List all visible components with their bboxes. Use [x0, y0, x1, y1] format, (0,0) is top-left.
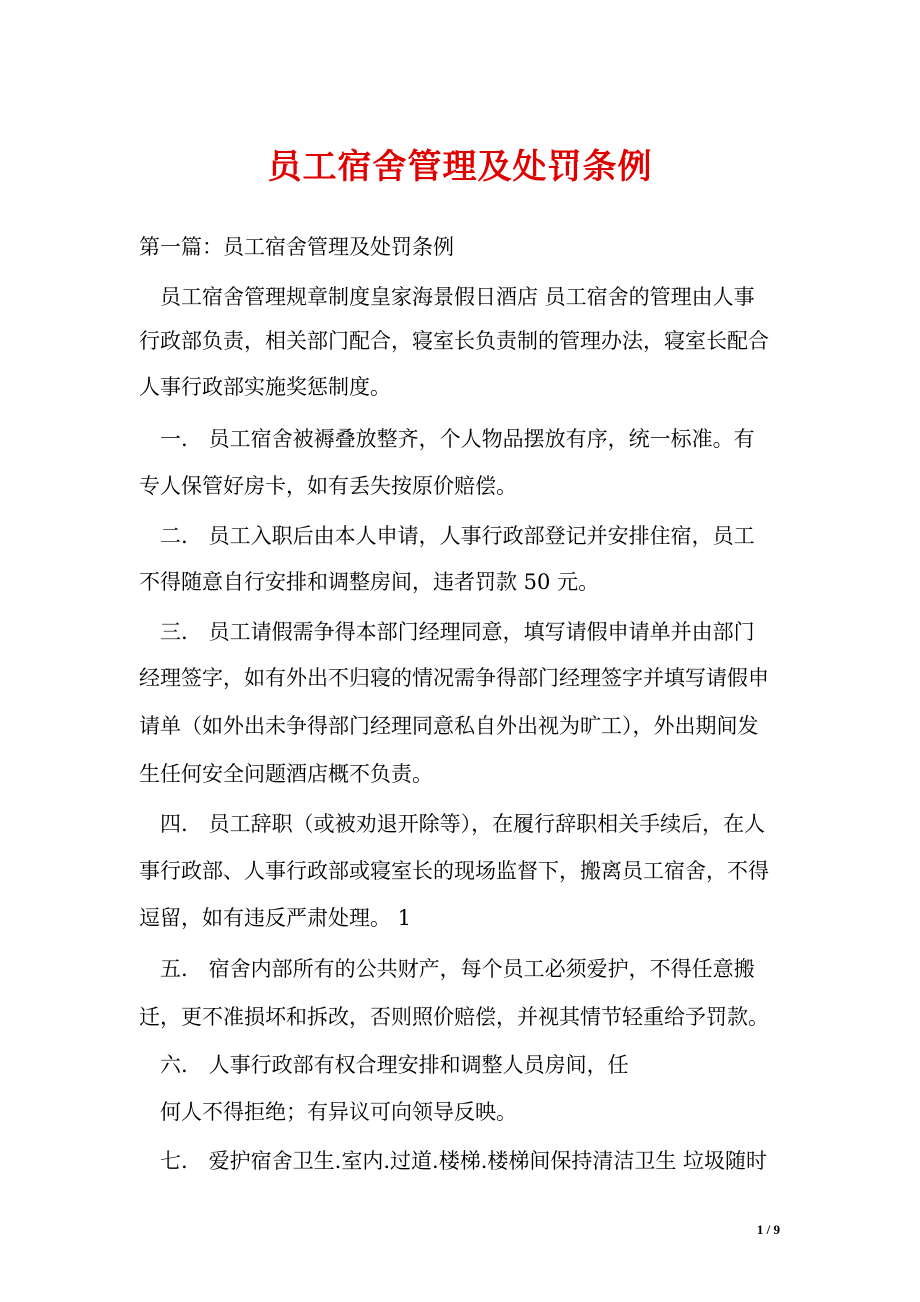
text-line: 一. 员工宿舍被褥叠放整齐，个人物品摆放有序，统一标准。有: [139, 427, 755, 451]
text-line: 员工宿舍管理规章制度皇家海景假日酒店 员工宿舍的管理由人事: [139, 285, 755, 309]
text-line: 四. 员工辞职（或被劝退开除等），在履行辞职相关手续后，在人: [139, 812, 766, 836]
text-line: 行政部负责，相关部门配合，寝室长负责制的管理办法，寝室长配合: [139, 329, 769, 353]
text-line: 五. 宿舍内部所有的公共财产，每个员工必须爱护，不得任意搬: [139, 957, 755, 981]
text-line: 六. 人事行政部有权合理安排和调整人员房间，任: [139, 1053, 629, 1077]
text-line: 专人保管好房卡，如有丢失按原价赔偿。: [139, 474, 517, 498]
text-line: 第一篇：员工宿舍管理及处罚条例: [139, 235, 454, 259]
text-line: 不得随意自行安排和调整房间，违者罚款 50 元。: [139, 570, 600, 594]
text-line: 迁，更不准损坏和拆改，否则照价赔偿，并视其情节轻重给予罚款。: [139, 1005, 769, 1029]
text-line: 何人不得拒绝；有异议可向领导反映。: [139, 1100, 517, 1124]
text-line: 二. 员工入职后由本人申请，人事行政部登记并安排住宿，员工: [139, 524, 755, 548]
text-line: 人事行政部实施奖惩制度。: [139, 375, 391, 399]
text-line: 经理签字，如有外出不归寝的情况需争得部门经理签字并填写请假申: [139, 666, 769, 690]
text-line: 三. 员工请假需争得本部门经理同意，填写请假申请单并由部门: [139, 620, 755, 644]
text-line: 生任何安全问题酒店概不负责。: [139, 762, 433, 786]
text-line: 七. 爱护宿舍卫生.室内.过道.楼梯.楼梯间保持清洁卫生 垃圾随时: [139, 1149, 768, 1173]
text-line: 请单（如外出未争得部门经理同意私自外出视为旷工），外出期间发: [139, 714, 759, 738]
text-line: 逗留，如有违反严肃处理。 1: [139, 906, 412, 930]
text-line: 事行政部、人事行政部或寝室长的现场监督下，搬离员工宿舍，不得: [139, 859, 769, 883]
page-number: 1 / 9: [756, 1222, 780, 1237]
page-title: 员工宿舍管理及处罚条例: [267, 147, 653, 187]
